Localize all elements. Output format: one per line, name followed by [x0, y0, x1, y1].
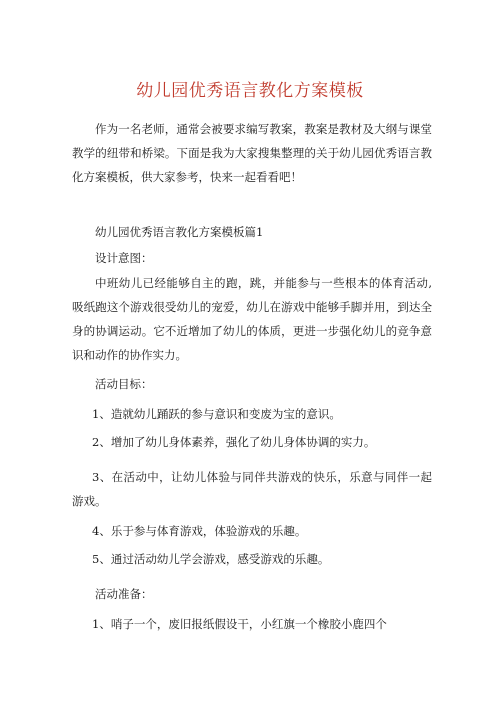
intro-paragraph: 作为一名老师，通常会被要求编写教案，教案是教材及大纲与课堂教学的纽带和桥梁。下面是我为大家搜集整理的关于幼儿园优秀语言教化方案模板，供大家参考，快来一起看看吧！ [72, 122, 432, 184]
design-label: 设计意图： [95, 251, 153, 265]
goal-item-2: 2、增加了幼儿身体素养，强化了幼儿身体协调的实力。 [92, 435, 376, 449]
goal-item-3: 3、在活动中，让幼儿体验与同伴共游戏的快乐，乐意与同伴一起游戏。 [72, 470, 432, 508]
section-heading: 幼儿园优秀语言教化方案模板篇1 [95, 225, 264, 239]
goal-item-1: 1、造就幼儿踊跃的参与意识和变废为宝的意识。 [92, 407, 341, 421]
prep-item-1: 1、哨子一个，废旧报纸假设干，小红旗一个橡胶小鹿四个 [92, 617, 387, 631]
goal-item-4: 4、乐于参与体育游戏，体验游戏的乐趣。 [92, 524, 307, 538]
design-paragraph: 中班幼儿已经能够自主的跑，跳，并能参与一些根本的体育活动,吸纸跑这个游戏很受幼儿的宠爱，幼儿在游戏中能够手脚并用，到达全身的协调运动。它不近增加了幼儿的体质，更进一步强化幼儿的竞争意识和动作的协作实力。 [72, 276, 432, 362]
goal-item-5: 5、通过活动幼儿学会游戏，感受游戏的乐趣。 [92, 552, 330, 566]
document-title: 幼儿园优秀语言教化方案模板 [136, 81, 364, 101]
goals-label: 活动目标： [95, 377, 153, 391]
prep-label: 活动准备： [95, 587, 153, 601]
